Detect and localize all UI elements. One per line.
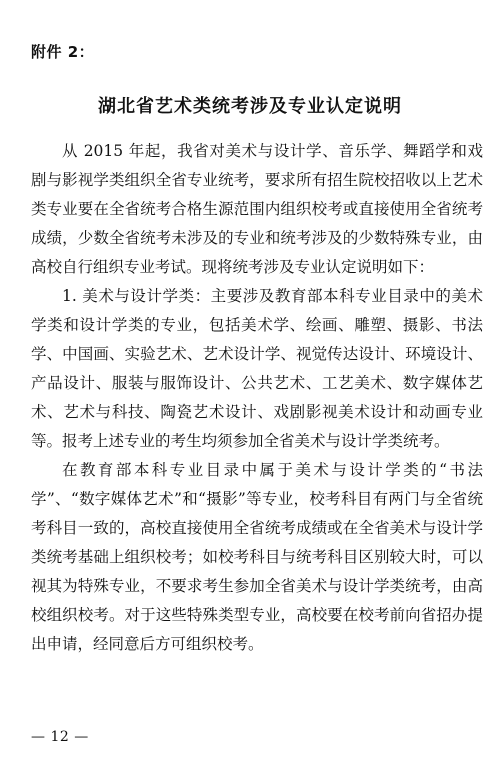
paragraph-special-majors: 在教育部本科专业目录中属于美术与设计学类的“书法学”、“数字媒体艺术”和“摄影”等专业，校考科目有两门与全省统考科目一致的，高校直接使用全省统考成绩或在全省美术与设计学类统考基础上组织校考；如校考科目与统考科目区别较大时，可以视其为特殊专业，不要求考生参加全省美术与设计学类统考，由高校组织校考。对于这些特殊类型专业，高校要在校考前向省招办提出申请，经同意后方可组织校考。 [31,461,483,653]
page-number: — 12 — [31,729,89,745]
paragraph-item-1: 1. 美术与设计学类：主要涉及教育部本科专业目录中的美术学类和设计学类的专业，包括美术学、绘画、雕塑、摄影、书法学、中国画、实验艺术、艺术设计学、视觉传达设计、环境设计、产品设计、服装与服饰设计、公共艺术、工艺美术、数字媒体艺术、艺术与科技、陶瓷艺术设计、戏剧影视美术设计和动画专业等。报考上述专业的考生均须参加全省美术与设计学类统考。 [31,287,483,450]
document-title: 湖北省艺术类统考涉及专业认定说明 [98,96,402,117]
attachment-label: 附件 2： [31,43,95,61]
paragraph-intro: 从 2015 年起，我省对美术与设计学、音乐学、舞蹈学和戏剧与影视学类组织全省专业统考，要求所有招生院校招收以上艺术类专业要在全省统考合格生源范围内组织校考或直接使用全省统考成绩，少数全省统考未涉及的专业和统考涉及的少数特殊专业，由高校自行组织专业考试。现将统考涉及专业认定说明如下： [31,142,483,276]
document-body [31,137,483,659]
